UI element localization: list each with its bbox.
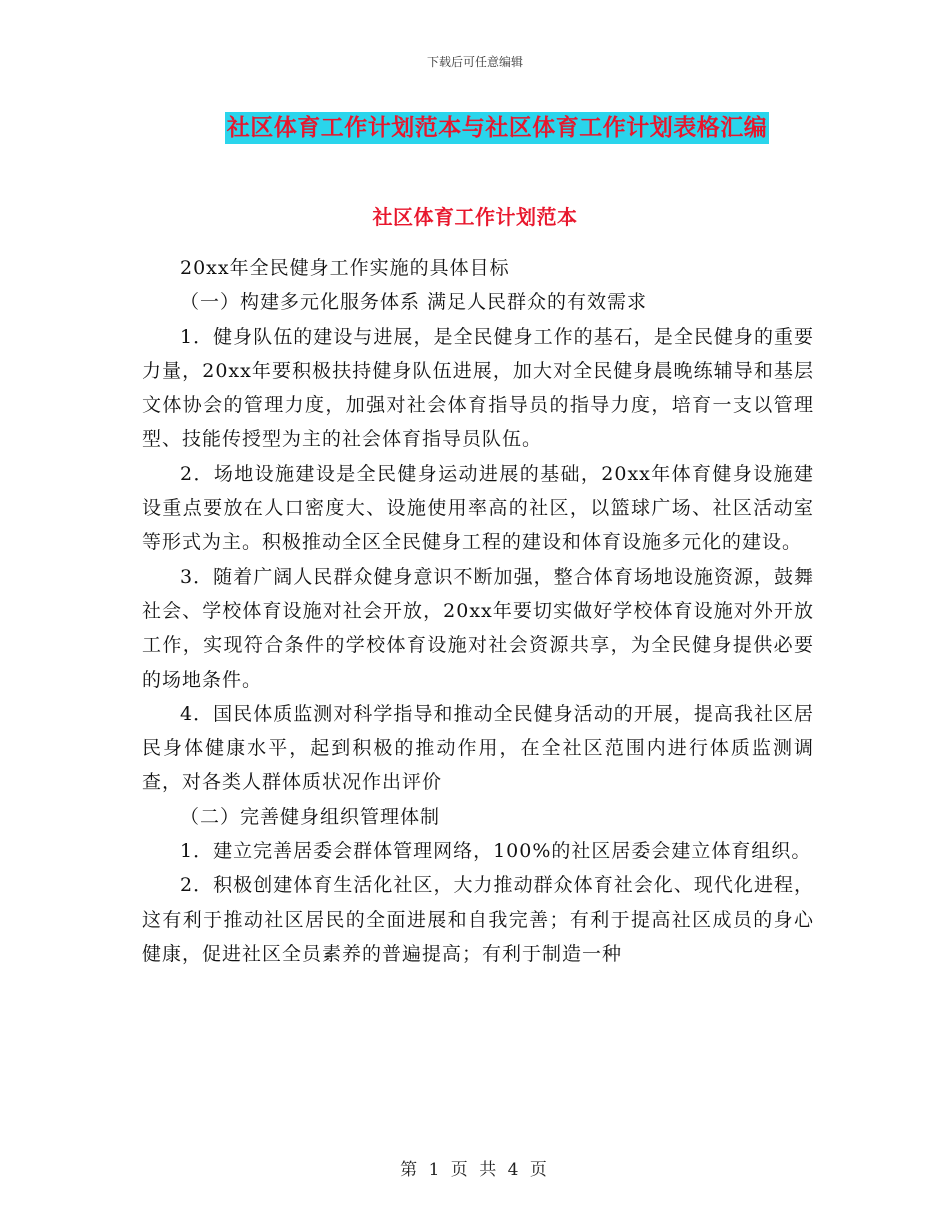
paragraph: （二）完善健身组织管理体制 [180,805,441,828]
main-title-container [0,112,950,144]
paragraph: 4．国民体质监测对科学指导和推动全民健身活动的开展，提高我社区居民身体健康水平，起到积极的推动作用，在全社区范围内进行体质监测调查，对各类人群体质状况作出评价 [142,702,814,794]
paragraph: 1．建立完善居委会群体管理网络，100%的社区居委会建立体育组织。 [180,840,812,863]
paragraph: 3．随着广阔人民群众健身意识不断加强，整合体育场地设施资源，鼓舞社会、学校体育设施对社会开放，20xx年要切实做好学校体育设施对外开放工作，实现符合条件的学校体育设施对社会资源共享，为全民健身提供必要的场地条件。 [142,565,814,691]
document-body [142,251,814,971]
page-number: 第 1 页 共 4 页 [400,1160,550,1180]
paragraph: 1．健身队伍的建设与进展，是全民健身工作的基石，是全民健身的重要力量，20xx年要积极扶持健身队伍进展，加大对全民健身晨晚练辅导和基层文体协会的管理力度，加强对社会体育指导员的指导力度，培育一支以管理型、技能传授型为主的社会体育指导员队伍。 [142,325,814,451]
paragraph: 2．场地设施建设是全民健身运动进展的基础，20xx年体育健身设施建设重点要放在人口密度大、设施使用率高的社区，以篮球广场、社区活动室等形式为主。积极推动全区全民健身工程的建设和体育设施多元化的建设。 [142,462,814,554]
main-title: 社区体育工作计划范本与社区体育工作计划表格汇编 [225,112,770,144]
paragraph: 2．积极创建体育生活化社区，大力推动群众体育社会化、现代化进程，这有利于推动社区居民的全面进展和自我完善；有利于提高社区成员的身心健康，促进社区全员素养的普遍提高；有利于制造一种 [142,874,814,965]
paragraph: （一）构建多元化服务体系 满足人民群众的有效需求 [180,291,648,314]
section-title: 社区体育工作计划范本 [372,205,578,229]
page-header-note: 下载后可任意编辑 [426,55,523,69]
paragraph: 20xx年全民健身工作实施的具体目标 [180,257,510,279]
